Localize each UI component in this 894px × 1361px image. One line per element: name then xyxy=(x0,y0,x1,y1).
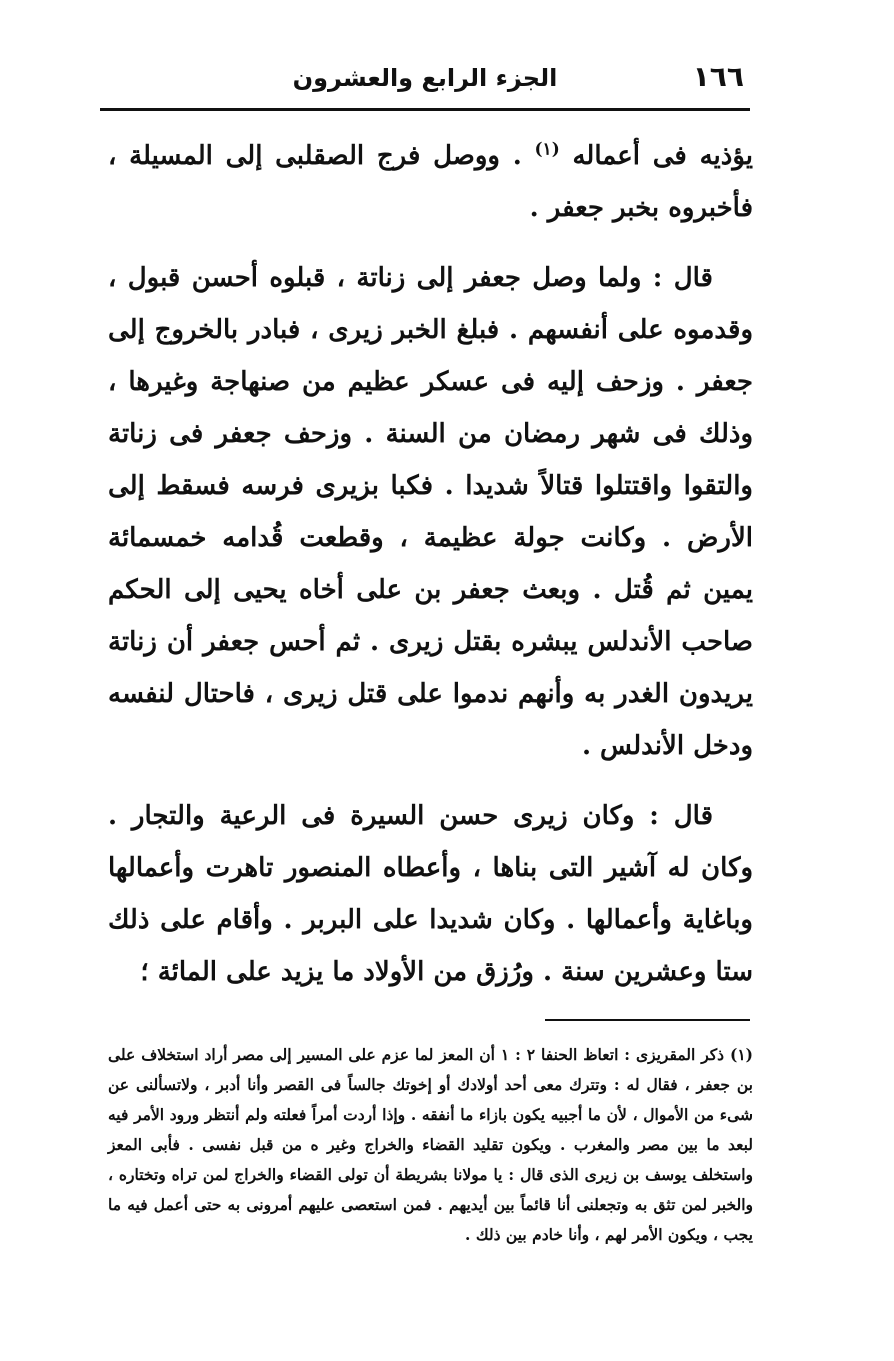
footnote-1: (١) ذكر المقريزى : اتعاظ الحنفا ٢ : ١ أن المعز لما عزم على المسير إلى مصر أراد استخلاف على بن جعفر ، فقال له : وتترك معى أحد أولادك أو إخوتك جالساً فى القصر وأنا أدبر ، ولاتسألنى عن شىء من الأموال ، لأن ما أجبيه يكون بازاء ما أنفقه . وإذا أردت أمراً فعلته ولم أنتظر ورود الأمر فيه لبعد ما بين مصر والمغرب . ويكون تقليد القضاء والخراج وغير ه من قبل نفسى . فأبى المعز واستخلف يوسف بن زيرى الذى قال : يا مولانا بشريطة أن تولى القضاء والخراج لمن تراه وتختاره ، والخبر لمن تثق به وتجعلنى أنا قائماً بين أيديهم . فمن استعصى عليهم أمرونى به حتى أعمل فيه ما يجب ، ويكون الأمر لهم ، وأنا خادم بين ذلك . xyxy=(108,1045,754,1244)
paragraph-3: قال : وكان زيرى حسن السيرة فى الرعية والتجار . وكان له آشير التى بناها ، وأعطاه المنصور تاهرت وأعمالها وباغاية وأعمالها . وكان شديدا على البربر . وأقام على ذلك ستا وعشرين سنة . ورُزق من الأولاد ما يزيد على المائة ؛ xyxy=(108,801,753,987)
paragraph-1-end: . ووصل فرج الصقلبى إلى المسيلة ، فأخبروه بخبر جعفر . xyxy=(108,141,753,223)
page-header xyxy=(100,58,750,111)
main-text xyxy=(108,130,753,1016)
footnote-area xyxy=(108,1040,753,1250)
paragraph-2: قال : ولما وصل جعفر إلى زناتة ، قبلوه أحسن قبول ، وقدموه على أنفسهم . فبلغ الخبر زيرى ، فبادر بالخروج إلى جعفر . وزحف إليه فى عسكر عظيم من صنهاجة وغيرها ، وذلك فى شهر رمضان من السنة . وزحف جعفر فى زناتة والتقوا واقتتلوا قتالاً شديدا . فكبا بزيرى فرسه فسقط إلى الأرض . وكانت جولة عظيمة ، وقطعت قُدامه خمسمائة يمين ثم قُتل . وبعث جعفر بن على أخاه يحيى إلى الحكم صاحب الأندلس يبشره بقتل زيرى . ثم أحس جعفر أن زناتة يريدون الغدر به وأنهم ندموا على قتل زيرى ، فاحتال لنفسه ودخل الأندلس . xyxy=(108,263,753,761)
paragraph-1 xyxy=(108,130,753,234)
footnote-separator xyxy=(545,1019,750,1021)
page-number: ١٦٦ xyxy=(692,60,744,93)
paragraph-1-start: يؤذيه فى أعماله xyxy=(572,141,753,171)
running-head: الجزء الرابع والعشرون xyxy=(292,64,558,92)
footnote-reference: (١) xyxy=(534,139,560,160)
